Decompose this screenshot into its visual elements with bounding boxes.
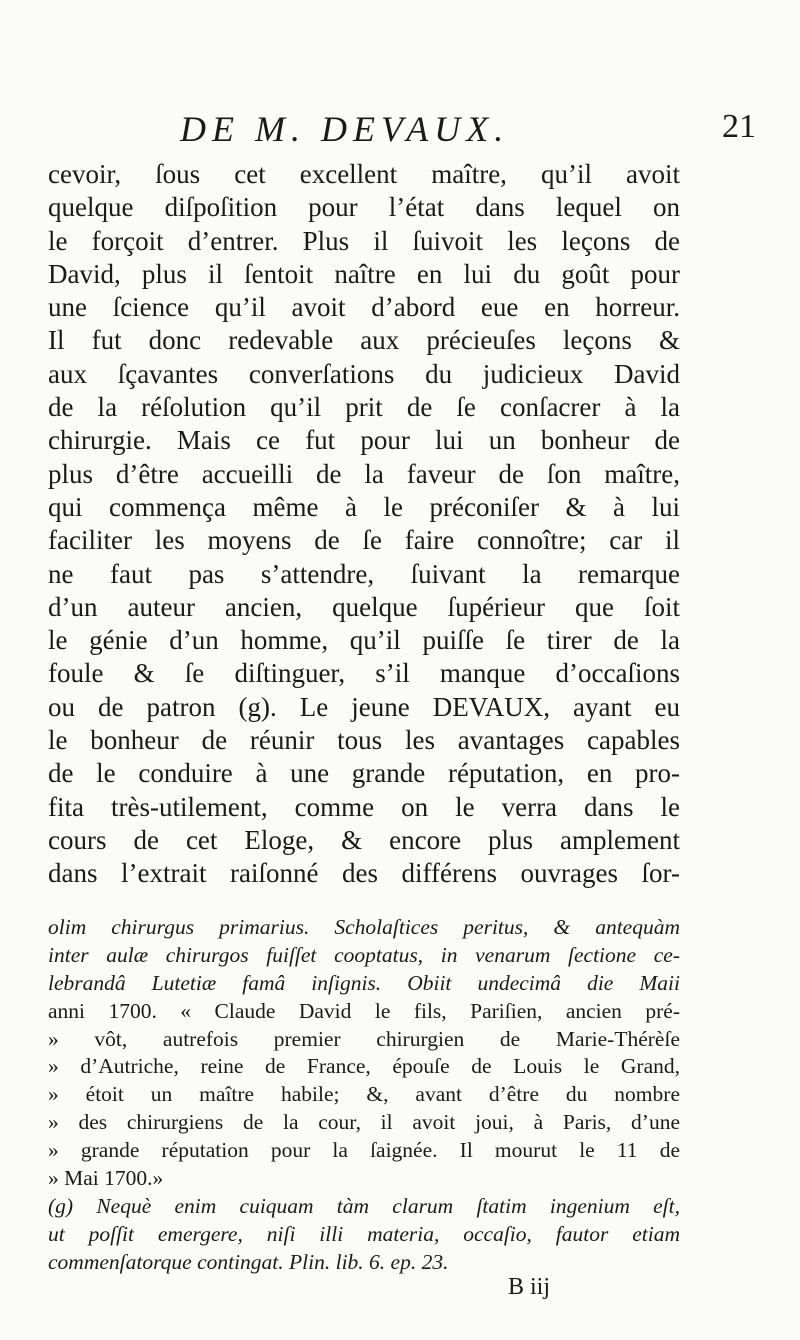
- footnote-line: » grande réputation pour la ſaignée. Il mourut le 11 de: [48, 1138, 680, 1163]
- text-line: fita très-utilement, comme on le verra dans le: [48, 791, 680, 822]
- text-line: David, plus il ſentoit naître en lui du goût pour: [48, 258, 680, 289]
- footnote-line: lebrandâ Lutetiæ famâ inſignis. Obiit undecimâ die Maii: [48, 970, 680, 995]
- page-number: 21: [722, 108, 756, 145]
- running-head: DE M. DEVAUX.: [180, 109, 510, 149]
- text-line: qui commença même à le préconiſer & à lui: [48, 491, 680, 522]
- footnote-g-line: (g) Nequè enim cuiquam tàm clarum ſtatim ingenium eſt,: [48, 1193, 680, 1218]
- footnote-line: » vôt, autrefois premier chirurgien de Marie-Thérèſe: [48, 1026, 680, 1051]
- footnote-line: inter aulæ chirurgos fuiſſet cooptatus, in venarum ſectione ce-: [48, 942, 680, 967]
- text-line: de le conduire à une grande réputation, en pro-: [48, 758, 680, 789]
- footnote-g-line: commenſatorque contingat. Plin. lib. 6. ep. 23.: [48, 1249, 449, 1274]
- footnote-line: » d’Autriche, reine de France, épouſe de Louis le Grand,: [48, 1054, 680, 1079]
- text-line: le bonheur de réunir tous les avantages capables: [48, 725, 680, 756]
- text-line: aux ſçavantes converſations du judicieux David: [48, 358, 680, 389]
- footnotes-block: [48, 914, 680, 1277]
- footnote-line: » Mai 1700.»: [48, 1166, 164, 1191]
- text-line: quelque diſpoſition pour l’état dans lequel on: [48, 192, 680, 223]
- text-line: cevoir, ſous cet excellent maître, qu’il avoit: [48, 159, 680, 189]
- text-line: faciliter les moyens de ſe faire connoître; car il: [48, 525, 680, 556]
- main-text-block: [48, 158, 680, 891]
- footnote-g-line: ut poſſit emergere, niſi illi materia, occaſio, fautor etiam: [48, 1221, 680, 1246]
- text-line: cours de cet Eloge, & encore plus amplement: [48, 824, 680, 855]
- text-line: de la réſolution qu’il prit de ſe conſacrer à la: [48, 392, 680, 423]
- text-line: ou de patron (g). Le jeune DEVAUX, ayant eu: [48, 691, 680, 722]
- footnote-line: » des chirurgiens de la cour, il avoit joui, à Paris, d’une: [48, 1110, 680, 1135]
- footnote-line: » étoit un maître habile; &, avant d’être du nombre: [48, 1082, 680, 1107]
- text-line: une ſcience qu’il avoit d’abord eue en horreur.: [48, 292, 680, 323]
- text-line: d’un auteur ancien, quelque ſupérieur que ſoit: [48, 591, 680, 622]
- footnote-line: olim chirurgus primarius. Scholaſtices peritus, & antequàm: [48, 915, 680, 939]
- text-line: plus d’être accueilli de la faveur de ſon maître,: [48, 458, 680, 489]
- text-line: ne faut pas s’attendre, ſuivant la remarque: [48, 558, 680, 589]
- text-line: le forçoit d’entrer. Plus il ſuivoit les leçons de: [48, 225, 680, 256]
- text-line: dans l’extrait raiſonné des différens ouvrages ſor-: [48, 858, 680, 889]
- page-header: [0, 108, 800, 152]
- signature-mark: B iij: [508, 1274, 551, 1300]
- text-line: le génie d’un homme, qu’il puiſſe ſe tirer de la: [48, 625, 680, 656]
- footnote-line: anni 1700. « Claude David le fils, Pariſien, ancien pré-: [48, 998, 680, 1023]
- text-line: foule & ſe diſtinguer, s’il manque d’occaſions: [48, 658, 680, 689]
- text-line: Il fut donc redevable aux précieuſes leçons &: [48, 325, 680, 356]
- footnote-separator: [48, 888, 680, 889]
- text-line: chirurgie. Mais ce fut pour lui un bonheur de: [48, 425, 680, 456]
